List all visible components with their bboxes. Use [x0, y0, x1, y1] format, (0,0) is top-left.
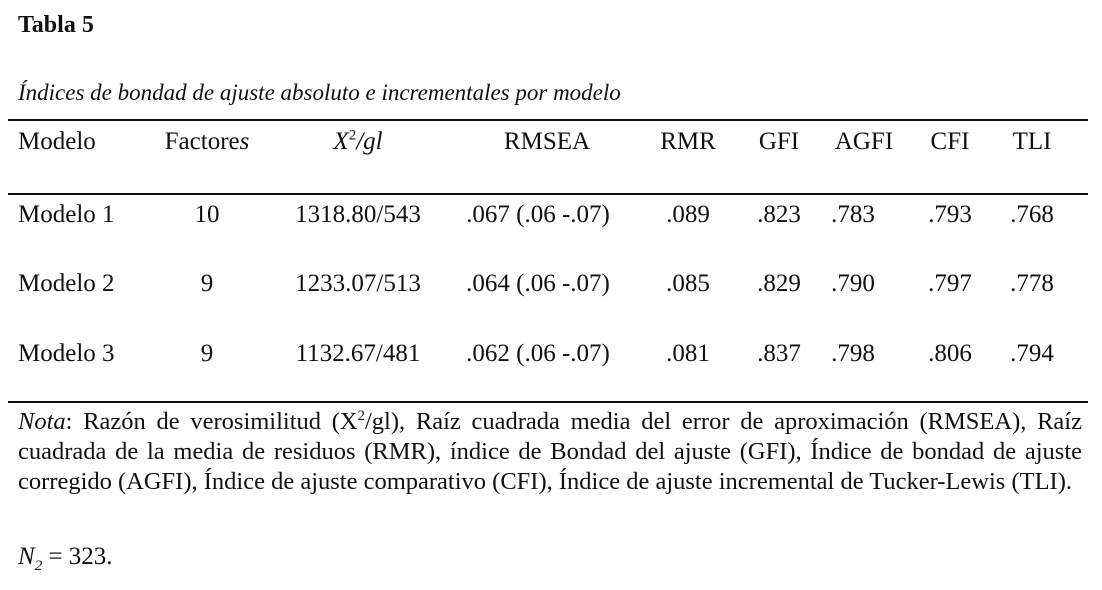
- cell-factores: 9: [200, 340, 214, 367]
- header-tli: TLI: [1012, 128, 1052, 155]
- cell-rmr: .089: [666, 201, 710, 228]
- cell-factores: 10: [194, 201, 220, 228]
- cell-cfi: .806: [928, 340, 972, 367]
- cell-rmsea: .064 (.06 -.07): [466, 270, 610, 297]
- cell-rmsea: .062 (.06 -.07): [466, 340, 610, 367]
- cell-modelo: Modelo 1: [18, 201, 115, 228]
- cell-gfi: .837: [757, 340, 801, 367]
- cell-tli: .794: [1010, 340, 1054, 367]
- cell-chi-square: 1132.67/481: [295, 340, 421, 367]
- cell-tli: .768: [1010, 201, 1054, 228]
- cell-cfi: .793: [928, 201, 972, 228]
- header-chi-square-gl: $X^2/gl$: [333, 127, 383, 155]
- header-cfi: CFI: [930, 128, 970, 155]
- top-rule: [8, 119, 1088, 121]
- cell-gfi: .823: [757, 201, 801, 228]
- header-modelo: Modelo: [18, 128, 96, 155]
- header-rule: [8, 193, 1088, 195]
- cell-rmr: .085: [666, 270, 710, 297]
- cell-cfi: .797: [928, 270, 972, 297]
- table-note: [18, 407, 1082, 497]
- header-rmsea: RMSEA: [503, 128, 591, 155]
- table-subtitle: Índices de bondad de ajuste absoluto e incrementales por modelo: [18, 80, 621, 105]
- cell-agfi: .783: [831, 201, 875, 228]
- note-text-part1: : Razón de verosimilitud (X: [65, 408, 358, 435]
- cell-rmsea: .067 (.06 -.07): [466, 201, 610, 228]
- cell-factores: 9: [200, 270, 214, 297]
- note-label: Nota: [18, 408, 66, 435]
- table-title: Tabla 5: [18, 12, 94, 38]
- cell-agfi: .790: [831, 270, 875, 297]
- cell-rmr: .081: [666, 340, 710, 367]
- header-agfi: AGFI: [834, 128, 894, 155]
- cell-tli: .778: [1010, 270, 1054, 297]
- cell-chi-square: 1318.80/543: [295, 201, 421, 228]
- cell-modelo: Modelo 2: [18, 270, 115, 297]
- header-rmr: RMR: [660, 128, 716, 155]
- bottom-rule: [8, 401, 1088, 403]
- header-gfi: GFI: [758, 128, 800, 155]
- cell-gfi: .829: [757, 270, 801, 297]
- note-text-part2: /gl), Raíz cuadrada media del error de aproximación (RMSEA), Raíz cuadrada de la media de residuos (RMR), índice de Bondad del ajuste (GFI), Índice de bondad de ajuste corregido (AGFI), Índice de ajuste comparativo (CFI), Índice de ajuste incremental de Tucker-Lewis (TLI).: [18, 408, 1082, 495]
- sample-size: $N_2 = 323$.: [18, 543, 113, 574]
- cell-chi-square: 1233.07/513: [295, 270, 421, 297]
- cell-modelo: Modelo 3: [18, 340, 115, 367]
- cell-agfi: .798: [831, 340, 875, 367]
- header-factores: Factores: [164, 128, 250, 155]
- note-superscript: 2: [357, 407, 365, 424]
